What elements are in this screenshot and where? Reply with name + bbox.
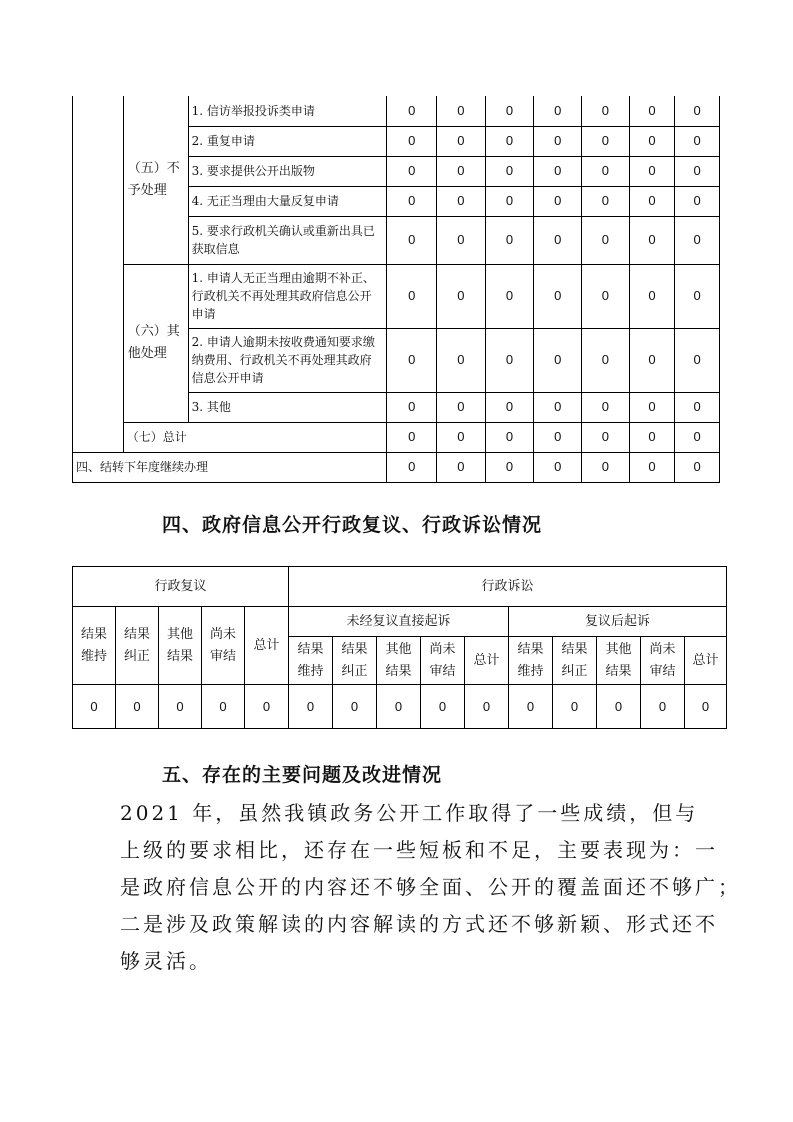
header-admin-litigation: 行政诉讼 [289, 567, 727, 607]
value-cell: 0 [629, 96, 675, 126]
review-litigation-table [72, 566, 727, 729]
section-heading-problems: 五、存在的主要问题及改进情况 [162, 764, 443, 786]
row-label: 3. 要求提供公开出版物 [188, 156, 387, 186]
group-label: （六）其他处理 [123, 264, 188, 422]
value-cell: 0 [534, 216, 582, 264]
value-cell: 0 [437, 216, 486, 264]
value-cell: 0 [437, 156, 486, 186]
header-after-review: 复议后起诉 [509, 607, 727, 637]
count-cell: 0 [159, 685, 202, 729]
value-cell: 0 [387, 186, 437, 216]
count-cell: 0 [641, 685, 685, 729]
count-cell: 0 [245, 685, 289, 729]
value-cell: 0 [387, 96, 437, 126]
value-cell: 0 [485, 328, 534, 392]
value-cell: 0 [534, 156, 582, 186]
paragraph-line: 是政府信息公开的内容还不够全面、公开的覆盖面还不够广； [120, 875, 741, 899]
value-cell: 0 [437, 96, 486, 126]
row-label: 2. 申请人逾期未按收费通知要求缴纳费用、行政机关不再处理其政府信息公开申请 [188, 328, 387, 392]
value-cell: 0 [485, 216, 534, 264]
review-col-0: 结果维持 [73, 607, 116, 685]
value-cell: 0 [582, 328, 630, 392]
value-cell: 0 [485, 264, 534, 328]
value-cell: 0 [629, 156, 675, 186]
value-cell: 0 [582, 186, 630, 216]
value-cell: 0 [485, 452, 534, 482]
paragraph-line: 2021 年，虽然我镇政务公开工作取得了一些成绩，但与 [120, 801, 699, 825]
value-cell: 0 [485, 96, 534, 126]
litigation-col: 其他结果 [377, 637, 421, 685]
value-cell: 0 [582, 156, 630, 186]
total-label: （七）总计 [123, 422, 387, 452]
value-cell: 0 [675, 392, 720, 422]
value-cell: 0 [582, 452, 630, 482]
litigation-col: 结果纠正 [553, 637, 597, 685]
value-cell: 0 [582, 96, 630, 126]
value-cell: 0 [675, 186, 720, 216]
row-label: 5. 要求行政机关确认或重新出具已获取信息 [188, 216, 387, 264]
problems-paragraph [120, 795, 741, 980]
value-cell: 0 [485, 422, 534, 452]
value-cell: 0 [675, 156, 720, 186]
value-cell: 0 [534, 186, 582, 216]
value-cell: 0 [534, 96, 582, 126]
row-label: 2. 重复申请 [188, 126, 387, 156]
value-cell: 0 [387, 126, 437, 156]
value-cell: 0 [629, 392, 675, 422]
review-col-4: 总计 [245, 607, 289, 685]
value-cell: 0 [437, 126, 486, 156]
disposal-table [72, 96, 720, 483]
litigation-col: 结果纠正 [333, 637, 377, 685]
litigation-col: 尚未审结 [421, 637, 465, 685]
value-cell: 0 [582, 216, 630, 264]
value-cell: 0 [485, 186, 534, 216]
litigation-col: 结果维持 [509, 637, 553, 685]
value-cell: 0 [534, 392, 582, 422]
count-cell: 0 [553, 685, 597, 729]
litigation-col: 尚未审结 [641, 637, 685, 685]
group-label: （五）不予处理 [123, 96, 188, 264]
litigation-col: 其他结果 [597, 637, 641, 685]
count-cell: 0 [116, 685, 159, 729]
value-cell: 0 [582, 422, 630, 452]
paragraph-line: 上级的要求相比，还存在一些短板和不足，主要表现为：一 [120, 838, 718, 862]
value-cell: 0 [675, 328, 720, 392]
row-label: 4. 无正当理由大量反复申请 [188, 186, 387, 216]
value-cell: 0 [534, 422, 582, 452]
paragraph-line: 二是涉及政策解读的内容解读的方式还不够新颖、形式还不 [120, 912, 718, 936]
value-cell: 0 [675, 216, 720, 264]
value-cell: 0 [387, 452, 437, 482]
count-cell: 0 [202, 685, 245, 729]
litigation-col: 结果维持 [289, 637, 333, 685]
value-cell: 0 [675, 126, 720, 156]
row-label: 1. 申请人无正当理由逾期不补正、行政机关不再处理其政府信息公开申请 [188, 264, 387, 328]
value-cell: 0 [629, 422, 675, 452]
review-col-1: 结果纠正 [116, 607, 159, 685]
count-cell: 0 [333, 685, 377, 729]
value-cell: 0 [675, 96, 720, 126]
count-cell: 0 [377, 685, 421, 729]
header-admin-review: 行政复议 [73, 567, 289, 607]
review-col-2: 其他结果 [159, 607, 202, 685]
value-cell: 0 [437, 422, 486, 452]
value-cell: 0 [582, 264, 630, 328]
value-cell: 0 [437, 392, 486, 422]
litigation-col: 总计 [465, 637, 509, 685]
value-cell: 0 [582, 392, 630, 422]
value-cell: 0 [387, 422, 437, 452]
value-cell: 0 [629, 328, 675, 392]
value-cell: 0 [387, 328, 437, 392]
value-cell: 0 [629, 126, 675, 156]
value-cell: 0 [534, 328, 582, 392]
value-cell: 0 [675, 422, 720, 452]
value-cell: 0 [485, 392, 534, 422]
count-cell: 0 [465, 685, 509, 729]
row-label: 1. 信访举报投诉类申请 [188, 96, 387, 126]
value-cell: 0 [629, 452, 675, 482]
value-cell: 0 [534, 452, 582, 482]
value-cell: 0 [534, 264, 582, 328]
review-col-3: 尚未审结 [202, 607, 245, 685]
count-cell: 0 [421, 685, 465, 729]
value-cell: 0 [387, 156, 437, 186]
value-cell: 0 [485, 126, 534, 156]
value-cell: 0 [437, 452, 486, 482]
value-cell: 0 [582, 126, 630, 156]
value-cell: 0 [675, 264, 720, 328]
value-cell: 0 [485, 156, 534, 186]
section-heading-review-litigation: 四、政府信息公开行政复议、行政诉讼情况 [162, 514, 543, 536]
value-cell: 0 [387, 392, 437, 422]
value-cell: 0 [437, 328, 486, 392]
value-cell: 0 [629, 264, 675, 328]
count-cell: 0 [509, 685, 553, 729]
header-direct-suit: 未经复议直接起诉 [289, 607, 509, 637]
carryover-label: 四、结转下年度继续办理 [73, 452, 387, 482]
value-cell: 0 [629, 186, 675, 216]
outer-category-cell [73, 96, 124, 452]
count-cell: 0 [289, 685, 333, 729]
count-cell: 0 [597, 685, 641, 729]
value-cell: 0 [437, 186, 486, 216]
paragraph-line: 够灵活。 [120, 949, 212, 973]
count-cell: 0 [685, 685, 727, 729]
value-cell: 0 [629, 216, 675, 264]
count-cell: 0 [73, 685, 116, 729]
row-label: 3. 其他 [188, 392, 387, 422]
litigation-col: 总计 [685, 637, 727, 685]
value-cell: 0 [387, 216, 437, 264]
value-cell: 0 [534, 126, 582, 156]
value-cell: 0 [675, 452, 720, 482]
value-cell: 0 [437, 264, 486, 328]
value-cell: 0 [387, 264, 437, 328]
